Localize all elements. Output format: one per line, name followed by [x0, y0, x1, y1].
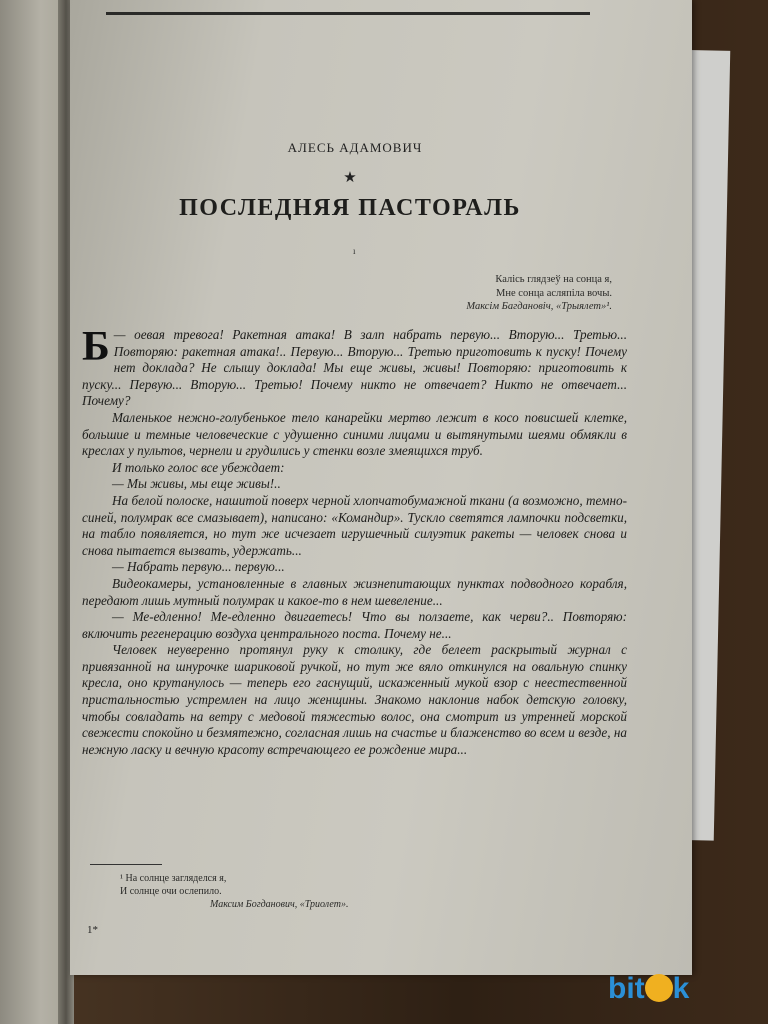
paragraph: — Мы живы, мы еще живы!..	[112, 476, 281, 492]
author-name: АЛЕСЬ АДАМОВИЧ	[287, 140, 423, 155]
main-text	[82, 324, 627, 758]
drop-cap: Б	[82, 324, 110, 370]
paragraph: Человек неуверенно протянул руку к столику, где белеет раскрытый журнал с привязанной на шнурочке шариковой ручкой, но тут же вяло откинулся на овальную спинку кресла, оно крутанулось — теперь его гаснущий, искаженный мукой взор с неестественной пристальностью устремлен на лицо женщины. Знакомо наклонив набок детскую головку, чтобы совладать на ветру с медовой тяжестью волос, она смотрит из утренней морской свежести спокойно и безмятежно, согласная лишь на счастье и блаженство во всем и везде, на нежную ласку и вечную красоту встречающего ее рождение мира...	[82, 642, 627, 757]
paragraph: Маленькое нежно-голубенькое тело канарейки мертво лежит в косо повисшей клетке, большие и темные человеческие с удушенно синими лицами и вытянутыми шеями обмякли в креслах у пультов, чернели и грудились у стенки возле змеящихся труб.	[82, 409, 627, 459]
paragraph	[82, 324, 627, 410]
footnote-divider	[90, 864, 162, 865]
page-title: ПОСЛЕДНЯЯ ПАСТОРАЛЬ	[179, 195, 521, 221]
paragraph: — Набрать первую... первую...	[112, 559, 285, 575]
hand-icon	[645, 974, 673, 1002]
epigraph	[466, 273, 612, 314]
star-icon: ★	[343, 170, 357, 186]
footnote	[120, 872, 348, 911]
epigraph-signature: Максім Багдановіч, «Трыялет»¹.	[466, 301, 612, 312]
paragraph: Видеокамеры, установленные в главных жизнепитающих пунктах подводного корабля, передают лишь мутный полумрак и какое-то в нем шевеление...	[82, 575, 627, 608]
footnote-line: ¹ На солнце загляделся я,	[120, 873, 227, 884]
footnote-signature: Максим Богданович, «Триолет».	[210, 899, 349, 910]
paragraph-text: — оевая тревога! Ракетная атака! В залп набрать первую... Вторую... Третью... Повторяю: ракетная атака!.. Первую... Вторую... Третью приготовить к пуску! Почему нет доклада? Не слышу доклада! Мы еще живы, живы! Повторяю: приготовить к пуску... Первую... Вторую... Третью! Почему никто не отвечает? Никто не отвечает... Почему?	[82, 327, 627, 409]
paragraph: — Ме-едленно! Ме-едленно двигаетесь! Что вы ползаете, как черви?.. Повторяю: включить регенерацию воздуха центрального поста. Почему не...	[82, 609, 627, 641]
watermark-text: bit	[608, 972, 645, 1005]
watermark-text: k	[672, 972, 690, 1005]
site-watermark-logo	[608, 972, 689, 1006]
paragraph: И только голос все убеждает:	[112, 459, 285, 475]
footnote-line: И солнце очи ослепило.	[120, 886, 222, 897]
section-mark: ı	[353, 246, 356, 256]
epigraph-line: Мне сонца асляпіла вочы.	[496, 287, 612, 299]
paragraph: На белой полоске, нашитой поверх черной хлопчатобумажной ткани (а возможно, темно-синей, полумрак все смазывает), написано: «Командир». Тускло светятся лампочки подсветки, на табло появляется, но тут же исчезает игрушечный силуэтик ракеты — человек снова и снова пытается вызвать, удержать...	[82, 492, 627, 558]
book-page	[70, 0, 692, 975]
top-rule	[106, 12, 590, 15]
epigraph-line: Калісь глядзеў на сонца я,	[495, 274, 612, 285]
page-number: 1*	[87, 924, 98, 936]
